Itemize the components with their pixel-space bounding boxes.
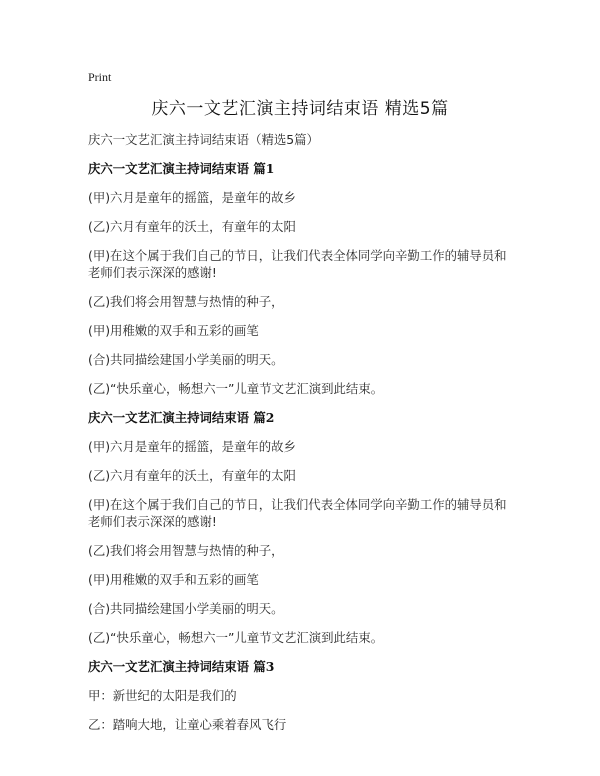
paragraph: (乙)“快乐童心，畅想六一”儿童节文艺汇演到此结束。 bbox=[88, 630, 384, 645]
paragraph: (乙)六月有童年的沃土，有童年的太阳 bbox=[88, 468, 296, 483]
paragraph: (甲)六月是童年的摇篮，是童年的故乡 bbox=[88, 190, 296, 205]
paragraph: 甲：新世纪的太阳是我们的 bbox=[88, 688, 237, 703]
paragraph: (甲)在这个属于我们自己的节日，让我们代表全体同学向辛勤工作的辅导员和老师们表示深深的感谢! bbox=[88, 248, 507, 280]
paragraph: (合)共同描绘建国小学美丽的明天。 bbox=[88, 601, 284, 616]
paragraph: (乙)我们将会用智慧与热情的种子， bbox=[88, 543, 284, 558]
section-heading: 庆六一文艺汇演主持词结束语 篇2 bbox=[88, 410, 275, 425]
document-body bbox=[88, 131, 518, 745]
paragraph: (甲)用稚嫩的双手和五彩的画笔 bbox=[88, 572, 259, 587]
page-title: 庆六一文艺汇演主持词结束语 精选5篇 bbox=[151, 99, 449, 119]
paragraph: (乙)“快乐童心，畅想六一”儿童节文艺汇演到此结束。 bbox=[88, 381, 384, 396]
paragraph: (甲)六月是童年的摇篮，是童年的故乡 bbox=[88, 439, 296, 454]
document-subtitle: 庆六一文艺汇演主持词结束语（精选5篇） bbox=[88, 132, 319, 147]
print-link[interactable]: Print bbox=[88, 70, 112, 84]
paragraph: (甲)在这个属于我们自己的节日，让我们代表全体同学向辛勤工作的辅导员和老师们表示深深的感谢! bbox=[88, 497, 507, 529]
paragraph: (乙)我们将会用智慧与热情的种子， bbox=[88, 294, 284, 309]
section-heading: 庆六一文艺汇演主持词结束语 篇1 bbox=[88, 161, 275, 176]
paragraph: 乙：踏响大地，让童心乘着春风飞行 bbox=[88, 717, 287, 732]
paragraph: (乙)六月有童年的沃土，有童年的太阳 bbox=[88, 219, 296, 234]
paragraph: (合)共同描绘建国小学美丽的明天。 bbox=[88, 352, 284, 367]
paragraph: (甲)用稚嫩的双手和五彩的画笔 bbox=[88, 323, 259, 338]
section-heading: 庆六一文艺汇演主持词结束语 篇3 bbox=[88, 659, 275, 674]
